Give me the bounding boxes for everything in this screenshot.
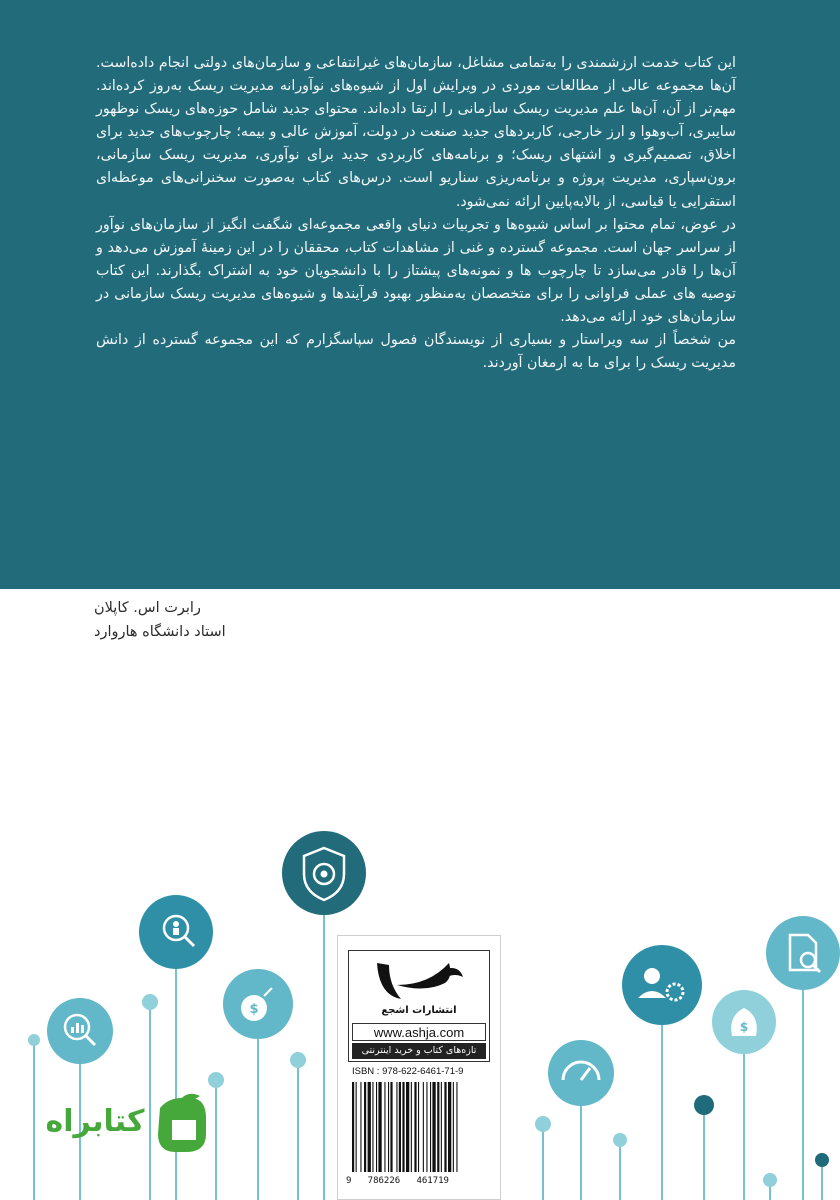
- barcode-bar: [418, 1082, 419, 1172]
- author-title: استاد دانشگاه هاروارد: [94, 624, 226, 640]
- publisher-name: انتشارات اشجع: [381, 1005, 457, 1016]
- document-search-icon: [766, 916, 840, 990]
- author-name: رابرت اس. کاپلان: [94, 600, 201, 616]
- dollar-warning-icon: [223, 969, 293, 1039]
- back-cover-panel: [0, 0, 840, 589]
- people-search-icon: [139, 895, 213, 969]
- barcode-bar: [384, 1082, 385, 1172]
- barcode-bar: [437, 1082, 439, 1172]
- barcode-bar: [372, 1082, 373, 1172]
- svg-text:$: $: [249, 1002, 259, 1017]
- blurb-text: [96, 52, 736, 375]
- blurb-paragraph-2: در عوض، تمام محتوا بر اساس شیوه‌ها و تجربیات دنیای واقعی مجموعه‌ای شگفت انگیز از سازمان‌های نوآور از سراسر جهان است. مجموعه گسترده و غنی از مشاهدات کتاب، محققان را در این زمینهٔ آموزش می‌دهد و آن‌ها را قادر می‌سازد تا چارچوب ها و نمونه‌های پیشتاز را با دانشجویان خود به اشتراک بگذارند. این کتاب توصیه های عملی فراوانی را برای متخصصان به‌منظور بهبود فرآیندها و شیوه‌های مدیریت ریسک سازمانی در سازمان‌های خود ارائه می‌دهد.: [96, 216, 736, 326]
- blurb-paragraph-1: این کتاب خدمت ارزشمندی را به‌تمامی مشاغل، سازمان‌های غیرانتفاعی و سازمان‌های دولتی انجام داده‌است. آن‌ها مجموعه عالی از مطالعات موردی در ویرایش اول از شیوه‌های نوآورانه مدیریت ریسک به‌روز کرده‌اند. مهم‌تر از آن، آن‌ها علم مدیریت ریسک سازمانی را ارتقا داده‌اند. محتوای جدید شامل حوزه‌های ریسک نوظهور سایبری، آب‌وهوا و ارز خارجی، کاربردهای جدید صنعت در دولت، آموزش عالی و بیمه؛ چارچوب‌های جدید برای اخلاق، تصمیم‌گیری و اشتهای ریسک؛ و برنامه‌های کاربردی جدید برای نوآوری، مدیریت ریسک سازمانی، برون‌سپاری، مدیریت پروژه و برنامه‌ریزی سناریو است. درس‌های کتاب به‌صورت سخنرانی‌های موعظه‌ای استقرایی یا قیاسی، از بالابه‌پایین ارائه نمی‌شود.: [96, 55, 736, 210]
- barcode-bar: [448, 1082, 451, 1172]
- barcode-bar: [360, 1082, 361, 1172]
- barcode-bar: [402, 1082, 404, 1172]
- publisher-tagline: تازه‌های کتاب و خرید اینترنتی: [352, 1043, 486, 1059]
- barcode-digits: 9 786226 461719: [346, 1176, 449, 1186]
- blurb-paragraph-3: من شخصاً از سه ویراستار و بسیاری از نویسندگان فصول سپاسگزارم که این مجموعه گسترده از دانش مدیریت ریسک را برای ما به ارمغان آوردند.: [96, 332, 736, 372]
- gauge-icon: [548, 1040, 614, 1106]
- barcode-bar: [411, 1082, 412, 1172]
- barcode-bar: [444, 1082, 446, 1172]
- barcode-bar: [441, 1082, 442, 1172]
- publisher-logo: [349, 955, 491, 1005]
- barcode-bar: [432, 1082, 435, 1172]
- barcode-bar: [368, 1082, 371, 1172]
- person-gears-icon: [622, 945, 702, 1025]
- barcode-bar: [364, 1082, 366, 1172]
- barcode-bar: [414, 1082, 416, 1172]
- money-bag-icon: [712, 990, 776, 1054]
- svg-text:$: $: [739, 1020, 749, 1034]
- barcode-bar: [356, 1082, 357, 1172]
- barcode-bar: [406, 1082, 409, 1172]
- barcode-bar: [378, 1082, 381, 1172]
- isbn-label: ISBN : 978-622-6461-71-9: [352, 1066, 464, 1077]
- barcode-bar: [376, 1082, 377, 1172]
- barcode-bar: [399, 1082, 401, 1172]
- barcode-bar: [388, 1082, 389, 1172]
- barcode-bar: [430, 1082, 431, 1172]
- publisher-url: www.ashja.com: [352, 1023, 486, 1041]
- barcode-bar: [456, 1082, 457, 1172]
- publisher-box: [348, 950, 490, 1062]
- chart-search-icon: [47, 998, 113, 1064]
- barcode-image: [348, 1082, 492, 1176]
- barcode-card: [337, 935, 501, 1200]
- barcode-bar: [352, 1082, 354, 1172]
- barcode-bar: [390, 1082, 392, 1172]
- barcode-bar: [396, 1082, 397, 1172]
- shield-gear-icon: [282, 831, 366, 915]
- barcode-bar: [426, 1082, 427, 1172]
- store-logo-text: کتابراه: [45, 1104, 145, 1139]
- barcode-bar: [453, 1082, 454, 1172]
- barcode-bar: [423, 1082, 424, 1172]
